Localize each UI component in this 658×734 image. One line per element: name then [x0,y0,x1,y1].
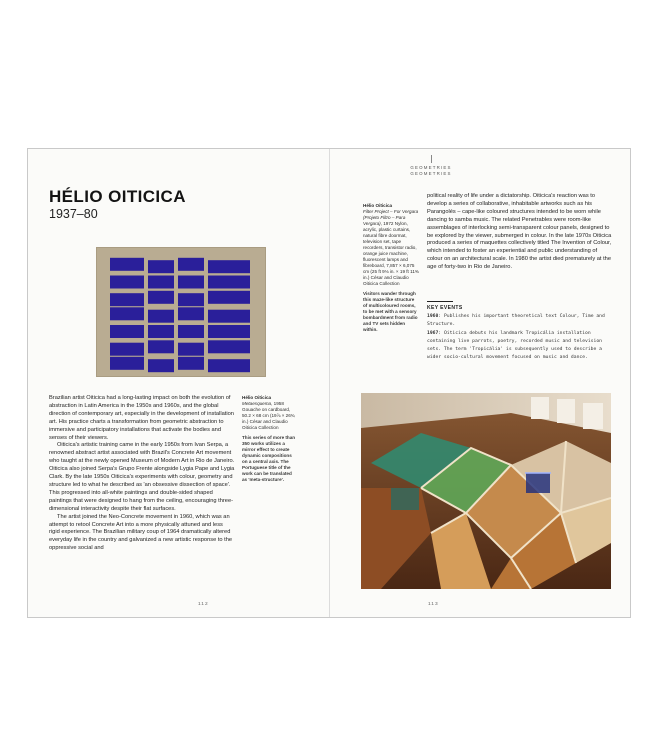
artwork-block [110,307,144,320]
artwork-block [110,293,144,306]
key-event: 1967: Oiticica debuts his landmark Tropicália installation containing live parrots, poetry, recorded music and television sets. The term 'Tropicália' is subsequently used to describe a wider socio-cultural movement focused on music and dance. [427,331,602,360]
artwork-block [208,359,250,372]
artwork-block [110,343,144,356]
artwork-block [148,260,174,273]
key-events [427,301,613,363]
artwork-block [208,276,250,289]
key-events-rule [427,301,453,302]
artwork-block [208,325,250,338]
artwork-block [110,357,144,370]
running-head-line: GEOMETRIES [410,171,452,176]
artwork-block [148,276,174,289]
caption-artist: Hélio Oiticica [363,203,393,208]
artwork-block [208,340,250,353]
artist-dates: 1937–80 [49,207,98,221]
left-body-text [49,395,235,553]
caption-details: , 1972 Nylon, acrylic, plastic curtains, natural fibre doormat, television set, tape recorders, transistor radio, orange juice machine, fluorescent lamps and fibreboard, 7,857 × 6,075 cm (25 ft 9⅛ in. × 19 ft 11⅜ in.) César and Claudio Oiticica Collection [363,221,419,286]
artwork-block [110,258,144,271]
body-paragraph: The artist joined the Neo-Concrete movement in 1960, which was an attempt to retool Concrete Art into a more physically attuned and less rigid experience. The Brazilian military coup of 1964 dramatically altered everyday life in the country and galvanized a new artistic response to the oppressive social and [49,513,233,552]
artwork-block [110,276,144,289]
metaesquema-image [96,247,266,377]
running-head [386,155,476,177]
artwork-block [148,291,174,304]
page-title: HÉLIO OITICICA [49,187,186,206]
gutter [329,149,330,617]
caption-work-title: Filter Project – For Vergara (Projeto Filtro – Para Vergara) [363,209,419,226]
artwork-block [178,325,204,338]
artwork-block [208,291,250,304]
running-head-line: GEOMETRIES [410,165,452,170]
caption-work-title: Metaesquema [242,401,272,406]
event-text: Oiticica debuts his landmark Tropicália installation containing live parrots, poetry, recorded music and television sets. The term 'Tropicália' is subsequently used to describe a wider socio-cultural movement focused on music and dance. [427,331,602,360]
artwork-block [178,276,204,289]
artwork-caption [242,395,298,483]
body-paragraph: political reality of life under a dictatorship. Oiticica's reaction was to develop a series of collaborative, inhabitable artworks such as his Parangolés – cape-like coloured structures intended to be worn while dancing to samba music. The related Penetrables were room-like assemblages of interlocking semi-transparent colour panels, designed to be explored by the viewer, submerged in colour. In the late 1970s Oiticica produced a series of maquettes collectively titled The Invention of Colour, which intended to foster an experiential and public understanding of colour on an architectural scale. In 1980 the artist died prematurely at the age of forty-two in Rio de Janeiro. [427,193,612,271]
artwork-block [208,310,250,323]
artwork-block [178,293,204,306]
event-year: 1967 [427,331,439,336]
caption-artist: Hélio Oiticica [242,395,272,400]
event-text: Publishes his important theoretical text Colour, Time and Structure. [427,314,605,327]
body-paragraph: Oiticica's artistic training came in the early 1950s from Ivan Serpa, a renowned abstract artist associated with Brazil's Concrete Art movement who taught at the newly opened Museum of Modern Art in Rio de Janeiro. Oiticica also joined Serpa's Grupo Frente alongside Lygia Pape and Lygia Clark. By the late 1950s Oiticica's experiments with colour, geometry and structure led to what he described as 'an obsessive dissection of space'. This progressed into all-white paintings and double-sided shaped paintings that were designed to hang from the ceiling, encouraging three-dimensional interactivity despite their flat surfaces. [49,442,235,512]
artwork-block [148,310,174,323]
page-number-left: 112 [198,602,209,607]
key-event: 1960: Publishes his important theoretical text Colour, Time and Structure. [427,314,605,327]
artwork-block [178,343,204,356]
caption-details: , 1958 Gouache on cardboard, 50.2 × 68 cm (19⅞ × 26¾ in.) César and Claudio Oiticica Collection [242,401,295,430]
running-head-rule [431,155,432,163]
caption-note: Visitors wander through this maze-like structure of multicoloured rooms, to be met with a sensory bombardment from radio and TV sets hidden within. [363,291,418,332]
artwork-block [148,340,174,353]
right-body-text [427,193,613,272]
artwork-block [148,359,174,372]
artwork-metaesquema [96,247,266,377]
key-events-heading: KEY EVENTS [427,305,463,311]
artwork-block [110,325,144,338]
installation-photo [361,393,611,589]
artwork-block [148,325,174,338]
body-paragraph: Brazilian artist Oiticica had a long-lasting impact on both the evolution of abstraction in Latin America in the 1950s and 1960s, and the global direction of contemporary art, especially in the development of installation art. His practice charts a transformation from geometric abstraction to immersive and participatory installations that activate the bodies and senses of their viewers. [49,395,234,441]
book-spread [27,148,631,618]
artwork-block [208,260,250,273]
artwork-block [178,307,204,320]
installation-caption [363,203,419,333]
artwork-block [178,258,204,271]
filter-project-image [361,393,611,589]
event-year: 1960 [427,314,439,319]
page-number-right: 113 [428,602,439,607]
artwork-block [178,357,204,370]
caption-note: This series of more than 350 works utilizes a mirror effect to create dynamic compositions on a central axis. The Portuguese title of the work can be translated as 'meta-structure'. [242,435,296,482]
